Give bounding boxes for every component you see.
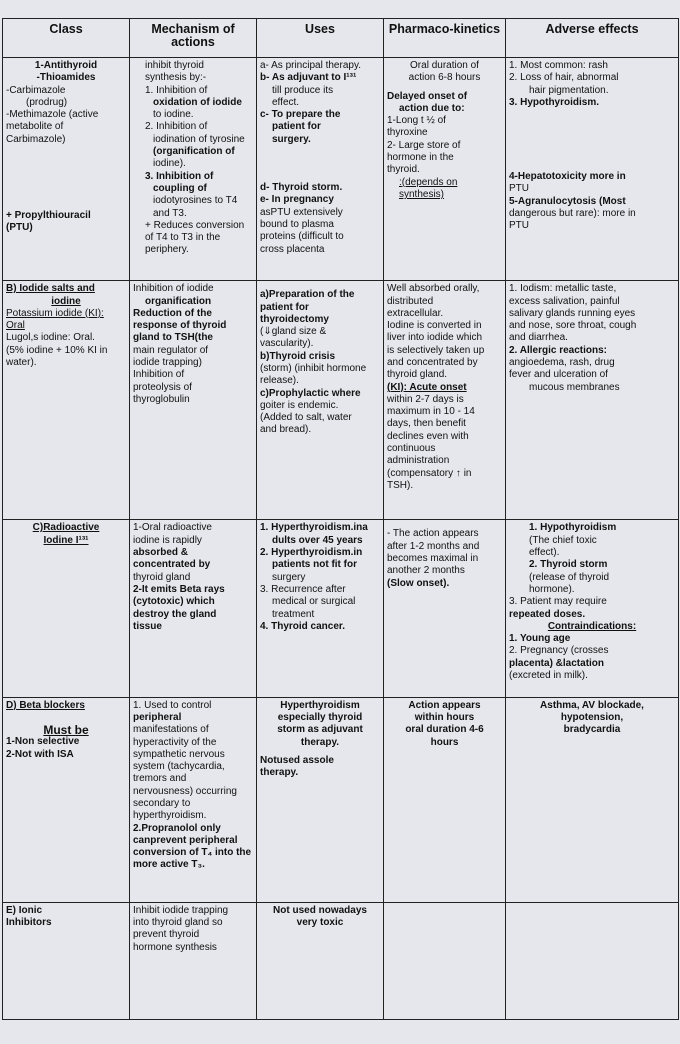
table-row <box>3 520 679 697</box>
cell-class-ionic-inhibitors: E) Ionic Inhibitors <box>3 902 130 1019</box>
cell-pharmacokinetics-iodide: Well absorbed orally, distributed extracellular. Iodine is converted in liver into iodide which is selectively taken up and concentrated by thyroid gland. (KI): Acute onset within 2-7 days is maximum in 10 - 14 days, then benefit declines even with continuous administration (compensatory ↑ in TSH). <box>384 281 506 520</box>
cell-adverse-iodide: 1. Iodism: metallic taste, excess salivation, painful salivary glands running eyes and nose, sore throat, cough and diarrhea. 2. Allergic reactions: angioedema, rash, drug fever and ulceration of mucous membranes <box>506 281 679 520</box>
table-row <box>3 281 679 520</box>
header-class: Class <box>3 19 130 58</box>
cell-mechanism-iodide: Inhibition of iodide organification Reduction of the response of thyroid gland to TSH(the main regulator of iodide trapping) Inhibition of proteolysis of thyroglobulin <box>130 281 257 520</box>
cell-uses-iodide: a)Preparation of the patient for thyroidectomy (⇓gland size & vascularity). b)Thyroid crisis (storm) (inhibit hormone release). c)Prophylactic where goiter is endemic. (Added to salt, water and bread). <box>257 281 384 520</box>
cell-uses-ionic-inhibitors: Not used nowadays very toxic <box>257 902 384 1019</box>
header-mechanism: Mechanism of actions <box>130 19 257 58</box>
cell-pharmacokinetics-radioactive: - The action appears after 1-2 months and becomes maximal in another 2 months (Slow onset). <box>384 520 506 697</box>
cell-mechanism-ionic-inhibitors: Inhibit iodide trapping into thyroid gland so prevent thyroid hormone synthesis <box>130 902 257 1019</box>
pharmacology-table <box>2 18 679 1020</box>
cell-class-beta-blockers: D) Beta blockers Must be 1-Non selective 2-Not with ISA <box>3 697 130 902</box>
cell-uses-thioamides: a- As principal therapy. b- As adjuvant to I¹³¹ till produce its effect. c- To prepare the patient for surgery. d- Thyroid storm. e- In pregnancy asPTU extensively bound to plasma proteins (difficult to cross placenta <box>257 58 384 281</box>
table-row <box>3 902 679 1019</box>
header-adverse-effects: Adverse effects <box>506 19 679 58</box>
cell-mechanism-beta-blockers: 1. Used to control peripheral manifestations of hyperactivity of the sympathetic nervous system (tachycardia, tremors and nervousness) occurring secondary to hyperthyroidism. 2.Propranolol only canprevent peripheral conversion of T₄ into the more active T₃. <box>130 697 257 902</box>
cell-class-radioactive-iodine: C)Radioactive Iodine I¹³¹ <box>3 520 130 697</box>
cell-adverse-ionic-inhibitors <box>506 902 679 1019</box>
cell-pharmacokinetics-beta-blockers: Action appears within hours oral duration 4-6 hours <box>384 697 506 902</box>
cell-adverse-radioactive: 1. Hypothyroidism (The chief toxic effect). 2. Thyroid storm (release of thyroid hormone). 3. Patient may require repeated doses. Contraindications: 1. Young age 2. Pregnancy (crosses placenta) &lactation (excreted in milk). <box>506 520 679 697</box>
cell-pharmacokinetics-thioamides: Oral duration of action 6-8 hours Delayed onset of action due to: 1-Long t ½ of thyroxine 2- Large store of hormone in the thyroid. :(depends on synthesis) <box>384 58 506 281</box>
cell-uses-radioactive: 1. Hyperthyroidism.ina dults over 45 years 2. Hyperthyroidism.in patients not fit for surgery 3. Recurrence after medical or surgical treatment 4. Thyroid cancer. <box>257 520 384 697</box>
cell-class-antithyroid: 1-Antithyroid -Thioamides -Carbimazole (prodrug) -Methimazole (active metabolite of Carbimazole) + Propylthiouracil (PTU) <box>3 58 130 281</box>
header-pharmacokinetics: Pharmaco-kinetics <box>384 19 506 58</box>
cell-class-iodide: B) Iodide salts and iodine Potassium iodide (KI): Oral Lugol,s iodine: Oral. (5% iodine + 10% KI in water). <box>3 281 130 520</box>
header-uses: Uses <box>257 19 384 58</box>
header-row <box>3 19 679 58</box>
table-row <box>3 58 679 281</box>
cell-uses-beta-blockers: Hyperthyroidism especially thyroid storm as adjuvant therapy. Notused assole therapy. <box>257 697 384 902</box>
cell-mechanism-thioamides: inhibit thyroid synthesis by:- 1. Inhibition of oxidation of iodide to iodine. 2. Inhibition of iodination of tyrosine (organification of iodine). 3. Inhibition of coupling of iodotyrosines to T4 and T3. + Reduces conversion of T4 to T3 in the periphery. <box>130 58 257 281</box>
cell-mechanism-radioactive: 1-Oral radioactive iodine is rapidly absorbed & concentrated by thyroid gland 2-It emits Beta rays (cytotoxic) which destroy the gland tissue <box>130 520 257 697</box>
cell-adverse-thioamides: 1. Most common: rash 2. Loss of hair, abnormal hair pigmentation. 3. Hypothyroidism. 4-Hepatotoxicity more in PTU 5-Agranulocytosis (Most dangerous but rare): more in PTU <box>506 58 679 281</box>
cell-adverse-beta-blockers: Asthma, AV blockade, hypotension, bradycardia <box>506 697 679 902</box>
cell-pharmacokinetics-ionic-inhibitors <box>384 902 506 1019</box>
table-row <box>3 697 679 902</box>
